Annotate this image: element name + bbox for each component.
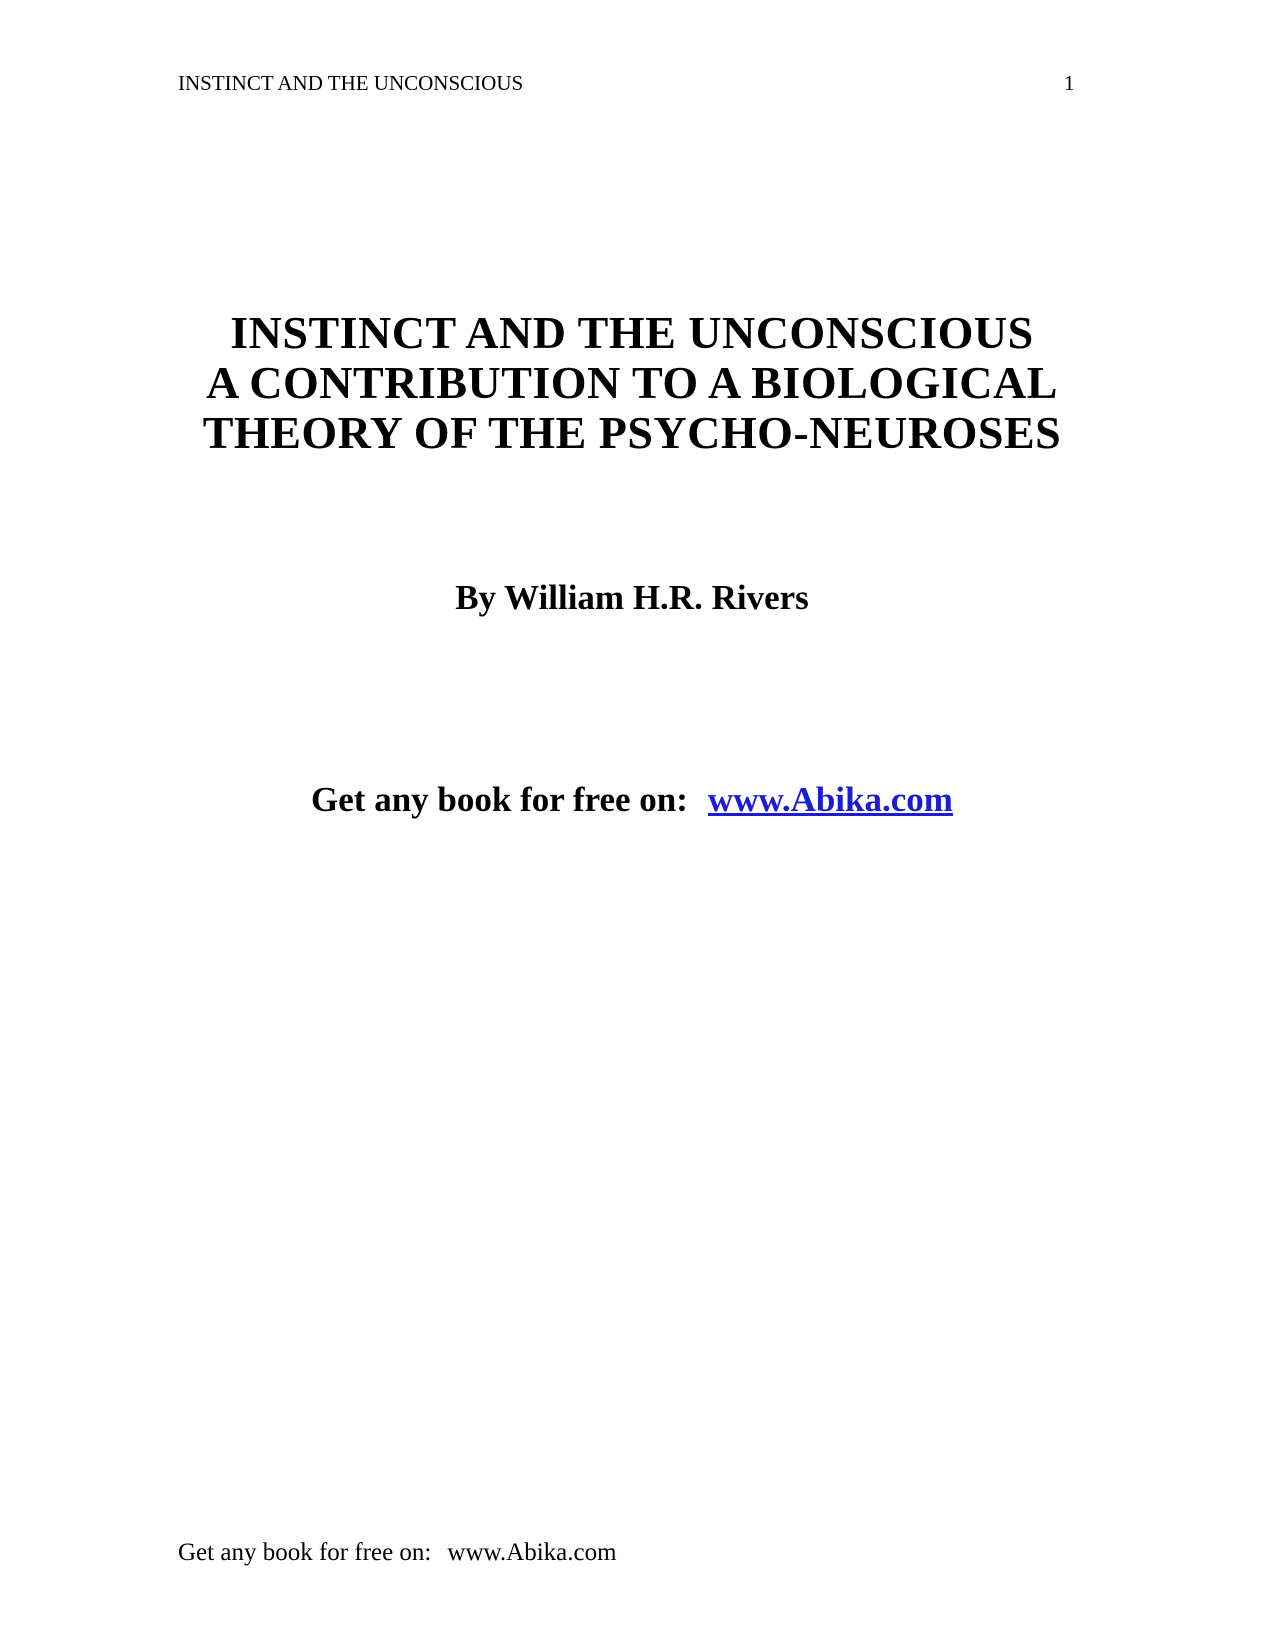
promo-label: Get any book for free on: [311,780,688,819]
page-number: 1 [1064,71,1075,95]
footer-abika-text: www.Abika.com [447,1539,617,1566]
running-header-title: INSTINCT AND THE UNCONSCIOUS [178,71,524,95]
document-title-line-3: THEORY OF THE PSYCHO-NEUROSES [202,407,1062,458]
footer-label: Get any book for free on: [178,1539,432,1566]
author-byline: By William H.R. Rivers [455,578,809,617]
document-title-line-1: INSTINCT AND THE UNCONSCIOUS [230,307,1034,358]
document-title [178,308,1086,458]
abika-hyperlink[interactable]: www.Abika.com [707,780,953,819]
footer-line [178,1538,617,1568]
document-title-line-2: A CONTRIBUTION TO A BIOLOGICAL [206,357,1058,408]
promo-line [178,779,1086,821]
